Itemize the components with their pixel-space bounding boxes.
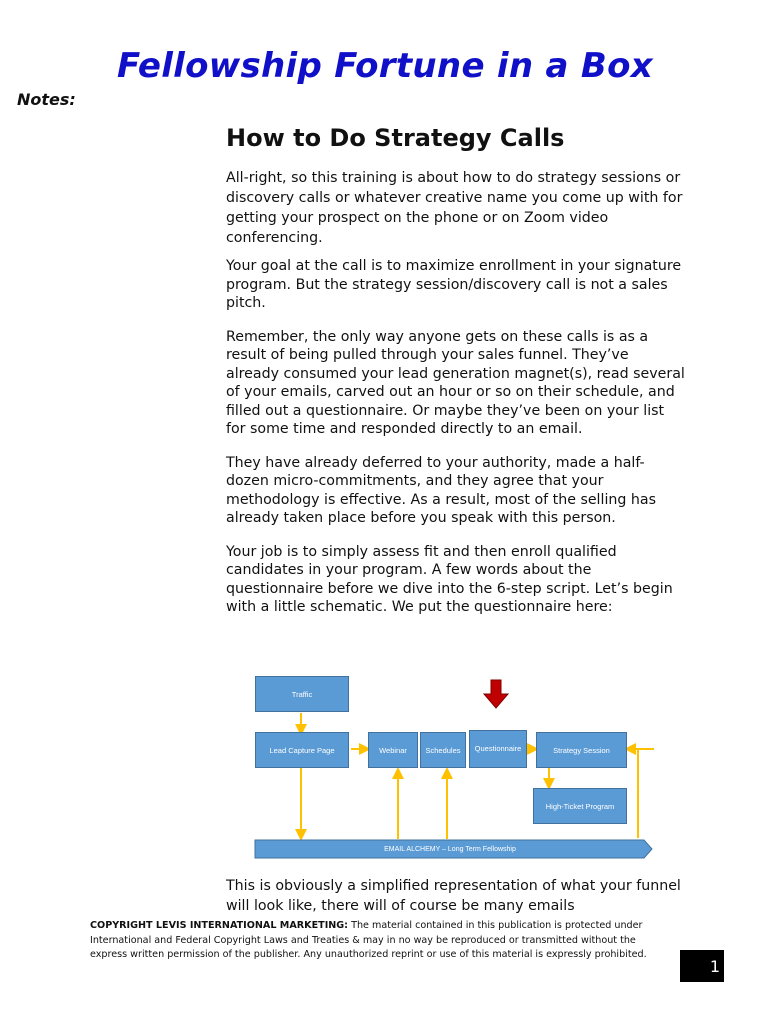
traffic-box: Traffic bbox=[255, 676, 349, 712]
copyright-text: The material contained in this publication is protected under International and Federal Copyright Laws and Treaties & may in no way be reproduced or transmitted without the express written permission of the publisher. Any unauthorized reprint or use of this material is expressly prohibited. bbox=[90, 920, 647, 960]
high-ticket-box: High-Ticket Program bbox=[533, 788, 627, 824]
copyright-notice bbox=[90, 919, 660, 963]
copyright-label: COPYRIGHT LEVIS INTERNATIONAL MARKETING: bbox=[90, 920, 349, 931]
strategy-session-box: Strategy Session bbox=[536, 732, 627, 768]
webinar-box: Webinar bbox=[368, 732, 418, 768]
lead-capture-box: Lead Capture Page bbox=[255, 732, 349, 768]
section-body bbox=[226, 168, 686, 632]
paragraph: Remember, the only way anyone gets on these calls is as a result of being pulled through your sales funnel. They’ve already consumed your lead generation magnet(s), read several of your emails, carved out an hour or so on their schedule, and filled out a questionnaire. Or maybe they’ve been on your list for some time and responded directly to an email. bbox=[226, 328, 685, 437]
funnel-diagram bbox=[250, 672, 660, 862]
paragraph: Your goal at the call is to maximize enrollment in your signature program. But the strategy session/discovery call is not a sales pitch. bbox=[226, 258, 682, 311]
paragraph: They have already deferred to your authority, made a half-dozen micro-commitments, and they agree that your methodology is effective. As a result, most of the selling has already taken place before you speak with this person. bbox=[226, 454, 656, 526]
notes-label: Notes: bbox=[17, 90, 76, 109]
red-down-arrow-icon bbox=[484, 680, 508, 708]
schedules-box: Schedules bbox=[420, 732, 466, 768]
section-heading: How to Do Strategy Calls bbox=[226, 124, 565, 152]
document-title: Fellowship Fortune in a Box bbox=[116, 46, 654, 86]
email-banner-label: EMAIL ALCHEMY – Long Term Fellowship bbox=[384, 845, 516, 853]
trailing-paragraph: This is obviously a simplified representation of what your funnel will look like, there will of course be many emails bbox=[226, 878, 681, 914]
paragraph: All-right, so this training is about how to do strategy sessions or discovery calls or whatever creative name you come up with for getting your prospect on the phone or on Zoom video conferencing. bbox=[226, 170, 683, 246]
paragraph: Your job is to simply assess fit and then enroll qualified candidates in your program. A few words about the questionnaire before we dive into the 6-step script. Let’s begin with a little schematic. We put the questionnaire here: bbox=[226, 543, 673, 615]
questionnaire-box: Questionnaire bbox=[469, 730, 527, 768]
page-number: 1 bbox=[680, 950, 724, 982]
